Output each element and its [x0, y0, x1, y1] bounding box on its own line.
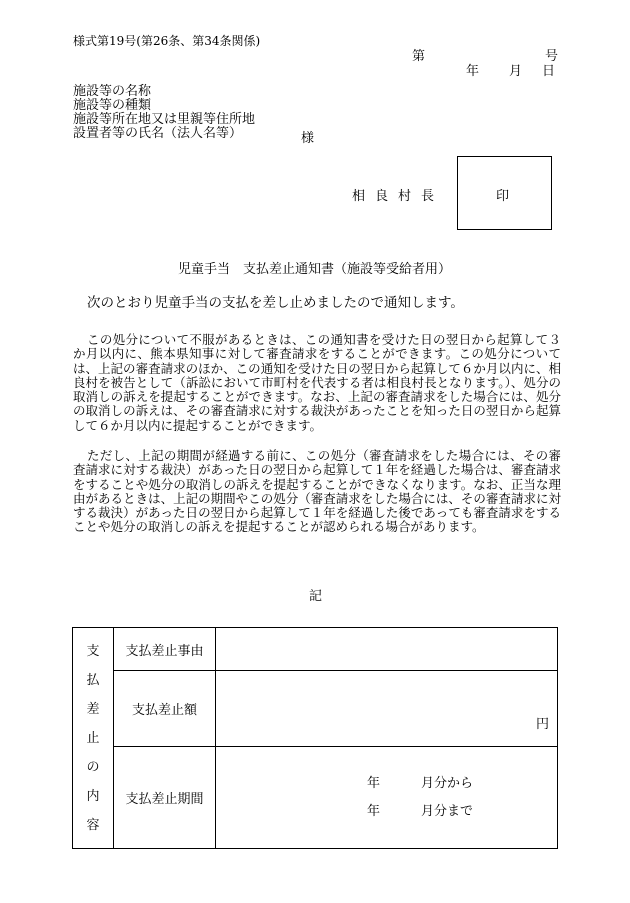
yen-unit: 円	[535, 717, 549, 733]
amount-label: 支払差止額	[114, 671, 216, 746]
reason-label: 支払差止事由	[114, 628, 216, 671]
period-label: 支払差止期間	[114, 746, 216, 848]
number-suffix: 号	[545, 49, 559, 64]
side-char: 差	[86, 701, 100, 717]
side-char: 内	[86, 788, 100, 804]
period-from-text: 月分から	[421, 775, 474, 791]
side-char: の	[86, 759, 100, 775]
side-char: 止	[86, 730, 100, 746]
addressee-line: 施設等の名称	[73, 84, 152, 99]
side-char: 支	[86, 643, 100, 659]
seal-label: 印	[496, 189, 510, 204]
limitation-paragraph: ただし、上記の期間が経過する前に、この処分（審査請求をした場合には、その審査請求に対する裁決）があった日の翌日から起算して１年を経過した場合は、審査請求をすることや処分の取消しの訴えを提起することができなくなります。なお、正当な理由があるときは、上記の期間やこの処分（審査請求をした場合には、その審査請求に対する裁決）があった日の翌日から起算して１年を経過した後であっても審査請求をすることや処分の取消しの訴えを提起することが認められる場合があります。	[73, 448, 561, 535]
period-to-year: 年	[367, 803, 381, 819]
document-title: 児童手当 支払差止通知書（施設等受給者用）	[178, 262, 452, 277]
period-from-year: 年	[367, 775, 381, 791]
appeal-paragraph: この処分について不服があるときは、この通知書を受けた日の翌日から起算して３か月以内に、熊本県知事に対して審査請求をすることができます。この処分については、上記の審査請求のほか、この通知を受けた日の翌日から起算して６か月以内に、相良村を被告として（訴訟において市町村を代表する者は相良村長となります。）、処分の取消しの訴えを提起することができます。なお、上記の審査請求をした場合には、処分の取消しの訴えは、その審査請求に対する裁決があったことを知った日の翌日から起算して６か月以内に提起することができます。	[73, 332, 561, 433]
reason-value-field[interactable]	[216, 628, 558, 671]
side-char: 容	[86, 817, 100, 833]
side-header	[73, 628, 114, 849]
period-to	[367, 800, 473, 819]
seal-box	[457, 156, 552, 230]
addressee-block	[73, 85, 255, 141]
honorific: 様	[301, 131, 315, 146]
issuer-title: 相良村長	[352, 189, 445, 204]
date-year: 年	[466, 64, 480, 79]
addressee-line: 施設等所在地又は里親等住所地	[73, 112, 256, 127]
date-month: 月	[509, 64, 523, 79]
addressee-line: 施設等の種類	[73, 98, 152, 113]
side-char: 払	[86, 672, 100, 688]
date-line	[466, 60, 555, 79]
period-value-field[interactable]	[216, 746, 558, 848]
period-to-text: 月分まで	[421, 803, 474, 819]
intro-text: 次のとおり児童手当の支払を差し止めましたので通知します。	[87, 295, 464, 311]
form-number: 様式第19号(第26条、第34条関係)	[73, 34, 261, 48]
number-prefix: 第	[412, 49, 426, 64]
ki-heading: 記	[309, 589, 323, 604]
detail-table	[72, 627, 558, 849]
amount-value-field[interactable]	[216, 671, 558, 746]
period-from	[367, 772, 473, 791]
date-day: 日	[542, 64, 556, 79]
addressee-line: 設置者等の氏名（法人名等）	[73, 126, 243, 141]
